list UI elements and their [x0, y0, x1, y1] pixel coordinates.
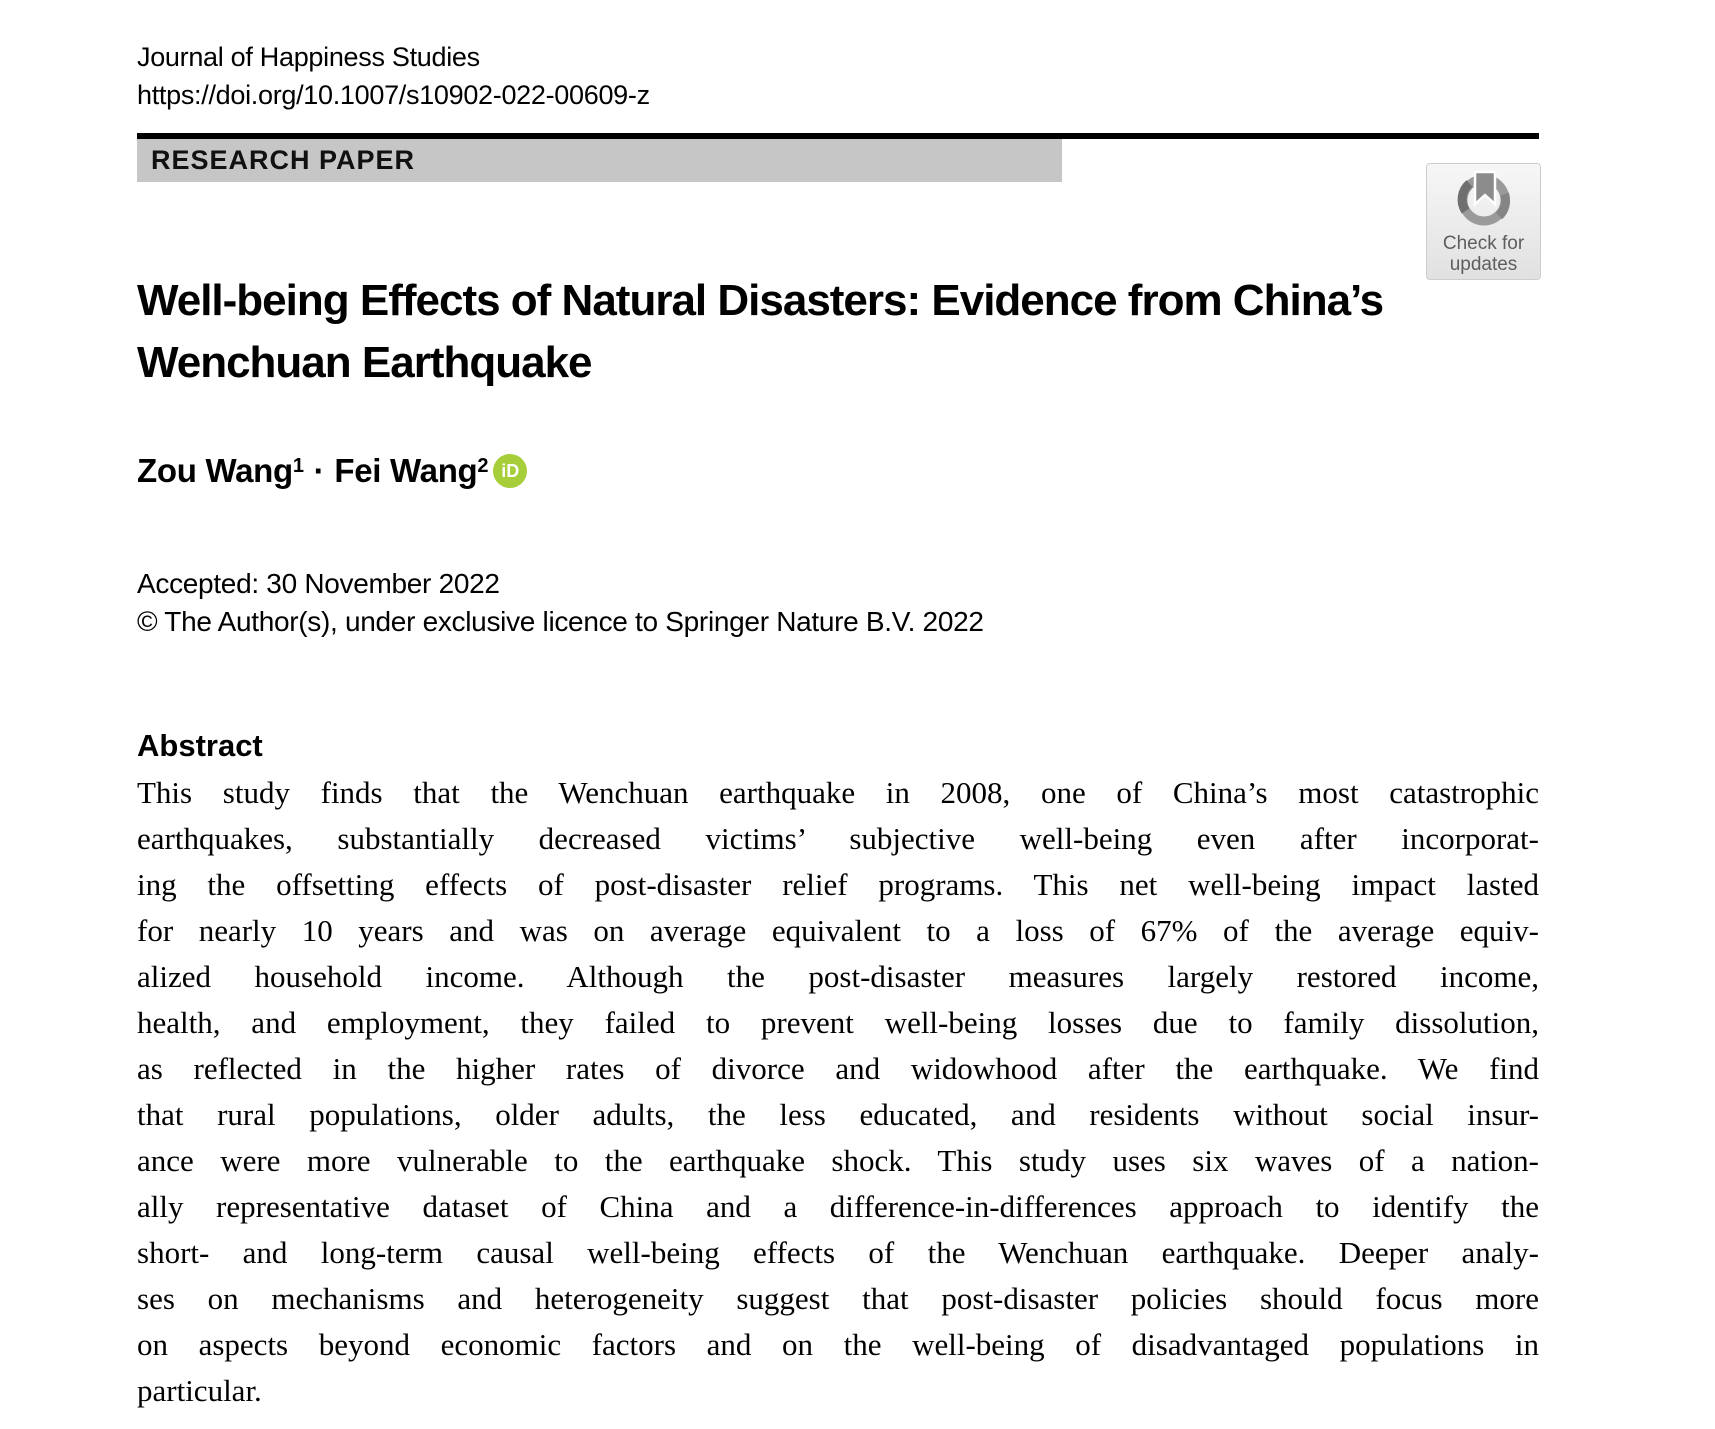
- abstract-line: for nearly 10 years and was on average equivalent to a loss of 67% of the average equiv-: [137, 913, 1539, 948]
- abstract-line: earthquakes, substantially decreased victims’ subjective well-being even after incorporat-: [137, 821, 1539, 856]
- doi-link[interactable]: https://doi.org/10.1007/s10902-022-00609-z: [137, 80, 650, 110]
- abstract-text: [137, 770, 1539, 1414]
- abstract-line: on aspects beyond economic factors and on the well-being of disadvantaged populations in: [137, 1327, 1539, 1362]
- abstract-heading: Abstract: [137, 728, 263, 763]
- copyright-line: © The Author(s), under exclusive licence to Springer Nature B.V. 2022: [137, 606, 984, 637]
- author-2-affiliation-sup: 2: [477, 455, 489, 477]
- abstract-line: ses on mechanisms and heterogeneity suggest that post-disaster policies should focus more: [137, 1281, 1539, 1316]
- crossmark-icon: [1453, 164, 1515, 233]
- abstract-line: as reflected in the higher rates of divorce and widowhood after the earthquake. We find: [137, 1051, 1539, 1086]
- abstract-line: short- and long-term causal well-being effects of the Wenchuan earthquake. Deeper analy-: [137, 1235, 1539, 1270]
- abstract-line: that rural populations, older adults, the less educated, and residents without social insur-: [137, 1097, 1539, 1132]
- abstract-line: health, and employment, they failed to prevent well-being losses due to family dissolution,: [137, 1005, 1539, 1040]
- abstract-line: ing the offsetting effects of post-disaster relief programs. This net well-being impact lasted: [137, 867, 1539, 902]
- paper-title-line1: Well-being Effects of Natural Disasters: Evidence from China’s: [137, 276, 1384, 325]
- article-type-banner: [137, 139, 1062, 182]
- article-type-label: RESEARCH PAPER: [151, 145, 416, 175]
- journal-name: Journal of Happiness Studies: [137, 42, 480, 72]
- paper-title-line2: Wenchuan Earthquake: [137, 338, 592, 387]
- author-list: [137, 452, 527, 490]
- check-for-updates-label-line2: updates: [1449, 254, 1518, 275]
- abstract-line: ally representative dataset of China and a difference-in-differences approach to identify the: [137, 1189, 1539, 1224]
- author-2: Fei Wang$^2$: [334, 452, 489, 489]
- check-for-updates-button[interactable]: [1426, 163, 1541, 280]
- author-separator: ·: [313, 452, 325, 489]
- author-1: Zou Wang$^1$: [137, 452, 304, 489]
- accepted-date: Accepted: 30 November 2022: [137, 568, 500, 599]
- abstract-line: particular.: [137, 1373, 262, 1408]
- author-1-affiliation-sup: 1: [292, 455, 304, 477]
- check-for-updates-label-line1: Check for: [1442, 233, 1525, 254]
- orcid-icon[interactable]: iD: [493, 454, 527, 488]
- paper-title: [137, 270, 1587, 394]
- abstract-line: ance were more vulnerable to the earthquake shock. This study uses six waves of a nation-: [137, 1143, 1539, 1178]
- abstract-line: This study finds that the Wenchuan earthquake in 2008, one of China’s most catastrophic: [137, 775, 1539, 810]
- abstract-line: alized household income. Although the post-disaster measures largely restored income,: [137, 959, 1539, 994]
